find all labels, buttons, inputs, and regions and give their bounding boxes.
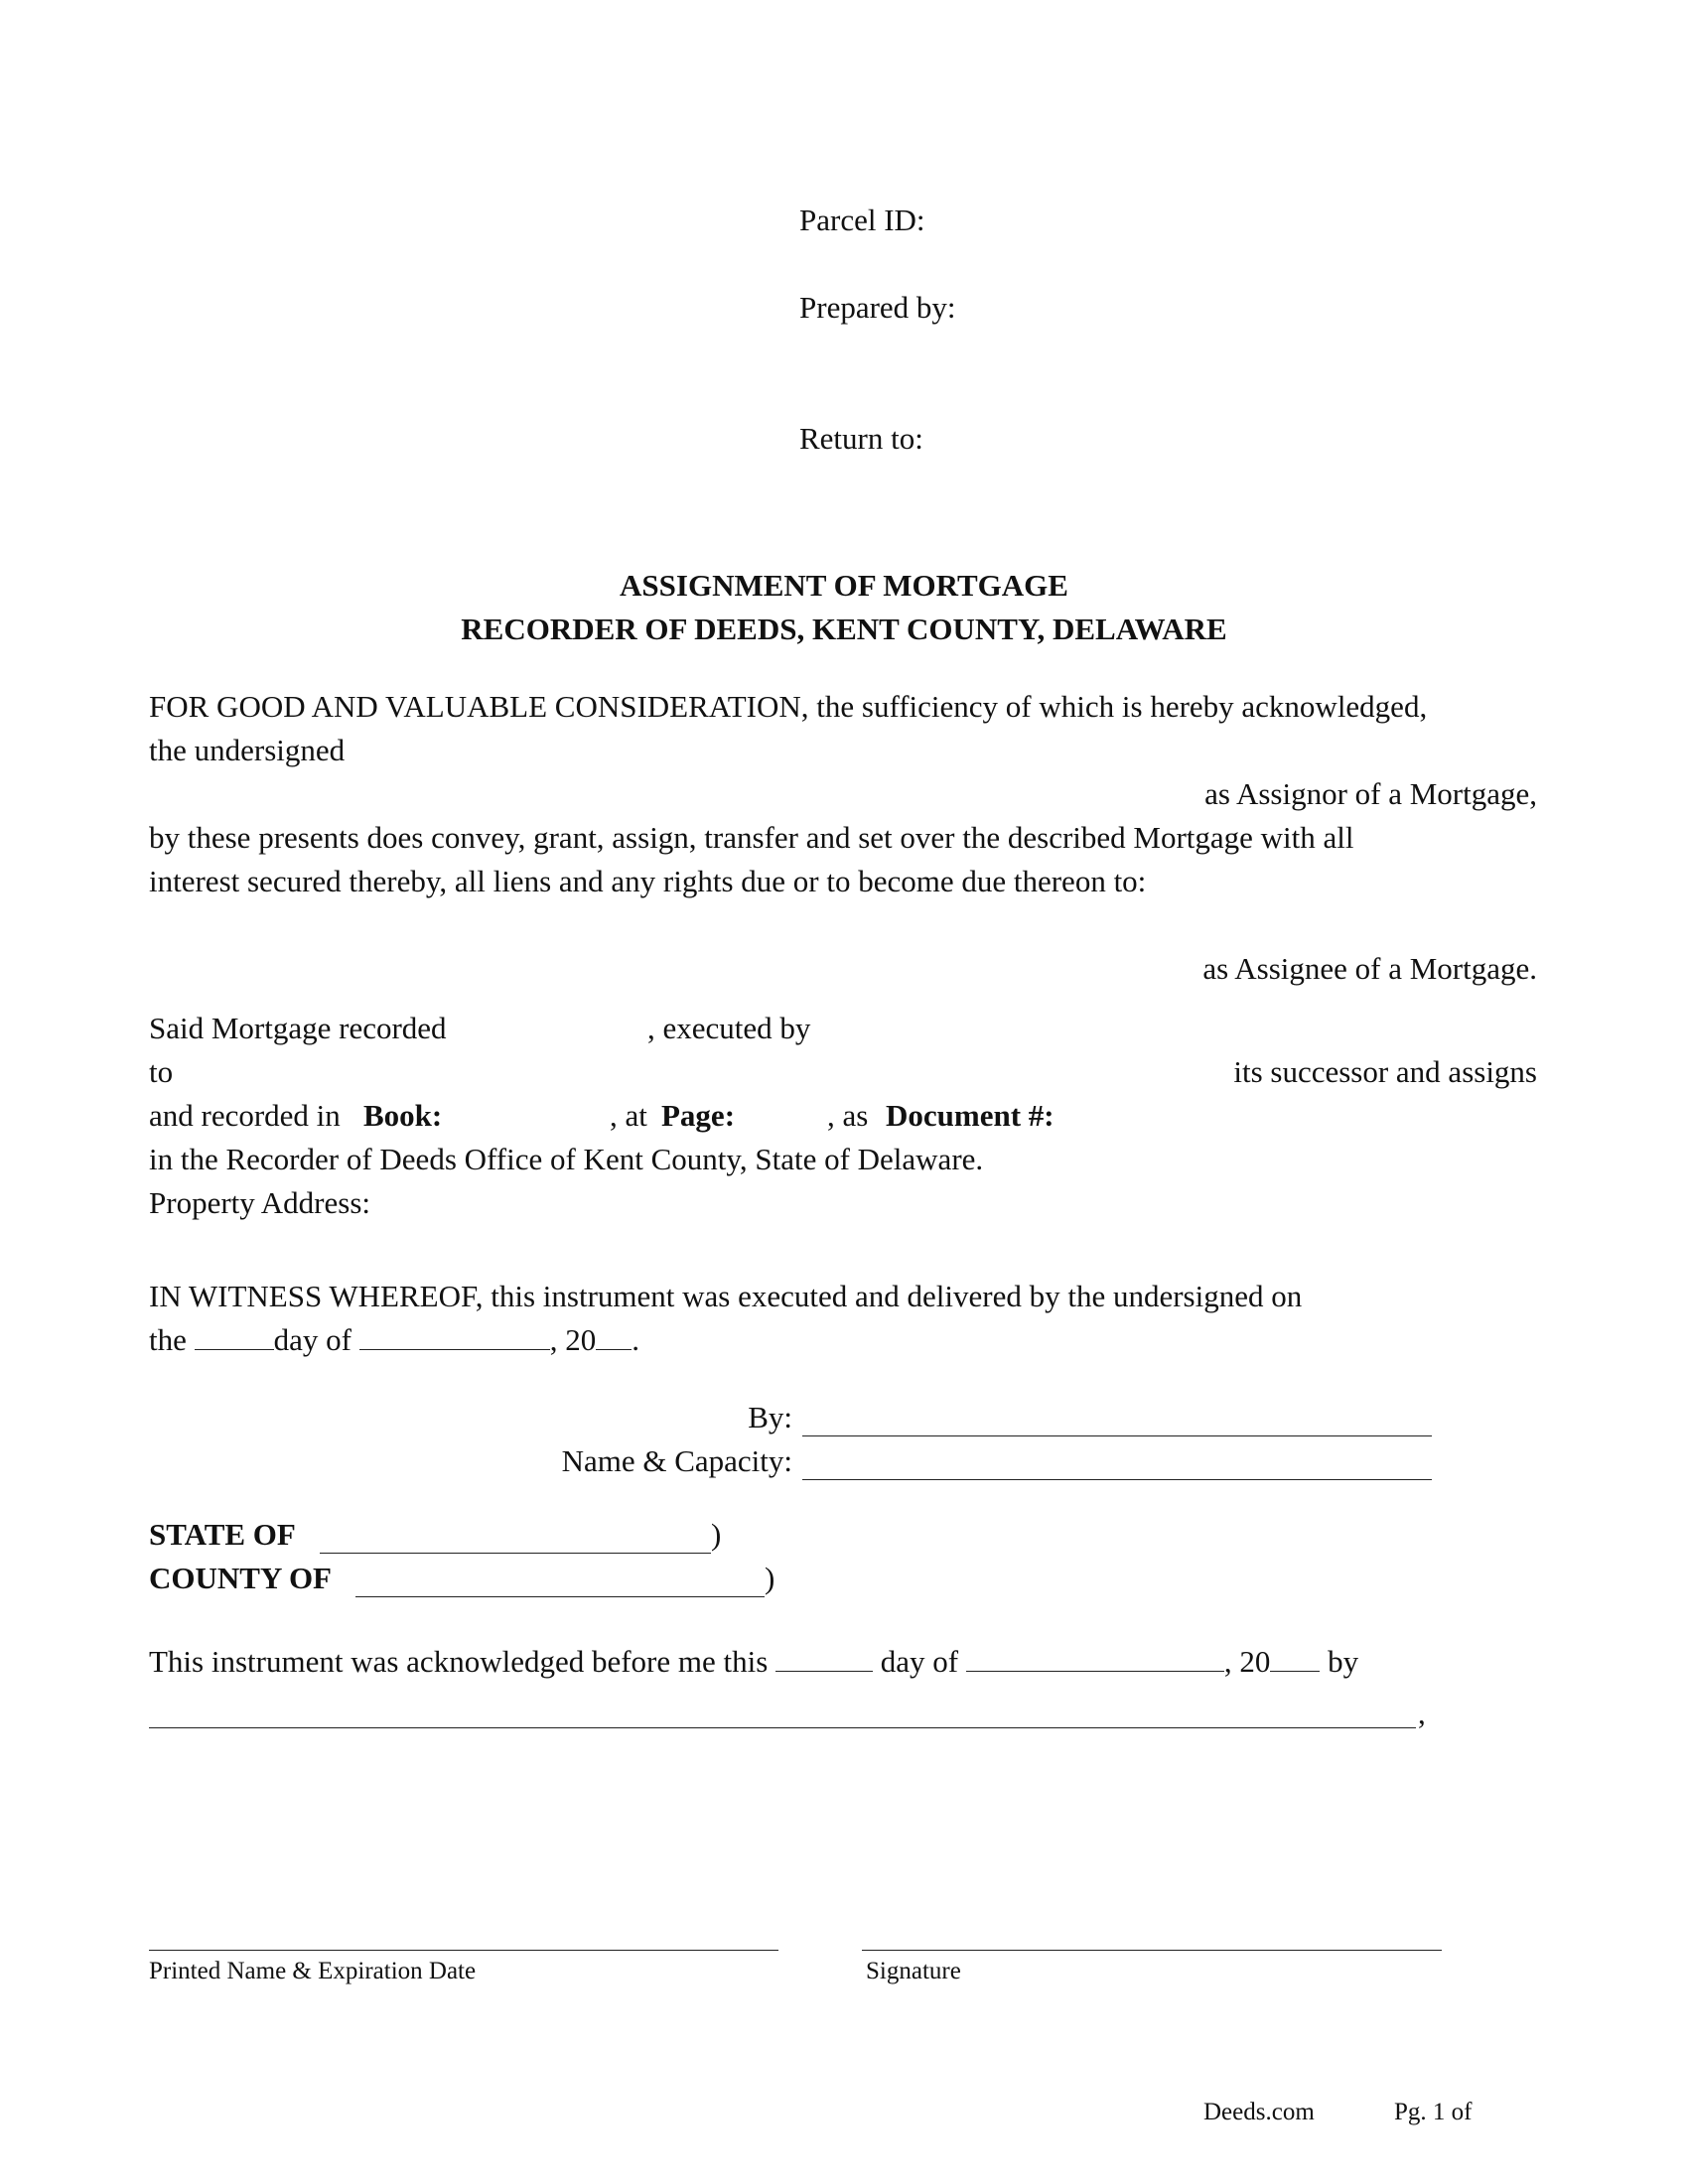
ack-day-blank[interactable] bbox=[775, 1645, 873, 1672]
county-of-label: COUNTY OF bbox=[149, 1561, 332, 1595]
consideration-line-2: the undersigned bbox=[149, 733, 346, 767]
state-of-label: STATE OF bbox=[149, 1517, 296, 1552]
recorder-office-line: in the Recorder of Deeds Office of Kent County, State of Delaware. bbox=[149, 1142, 984, 1176]
ack-by: by bbox=[1328, 1644, 1359, 1679]
prepared-by-label: Prepared by: bbox=[799, 290, 956, 325]
property-address-label: Property Address: bbox=[149, 1185, 371, 1220]
said-mortgage-label: Said Mortgage recorded bbox=[149, 1011, 447, 1045]
state-blank[interactable] bbox=[320, 1553, 711, 1554]
recorded-in-label: and recorded in bbox=[149, 1098, 341, 1133]
return-to-label: Return to: bbox=[799, 421, 923, 456]
year-blank[interactable] bbox=[596, 1323, 632, 1350]
by-signature-line[interactable] bbox=[802, 1435, 1432, 1436]
county-blank[interactable] bbox=[355, 1596, 765, 1597]
at-label: , at bbox=[610, 1098, 647, 1133]
footer-page-number: Pg. 1 of bbox=[1394, 2099, 1473, 2125]
as-label: , as bbox=[827, 1098, 869, 1133]
witness-period: . bbox=[632, 1322, 639, 1357]
witness-date-line bbox=[149, 1320, 639, 1360]
convey-line: by these presents does convey, grant, assign, transfer and set over the described Mortgage with all bbox=[149, 820, 1354, 855]
county-paren: ) bbox=[765, 1561, 775, 1595]
year-prefix: , 20 bbox=[549, 1322, 597, 1357]
by-label: By: bbox=[748, 1400, 792, 1434]
document-title: ASSIGNMENT OF MORTGAGE bbox=[620, 568, 1068, 603]
ack-year-prefix: , 20 bbox=[1223, 1644, 1271, 1679]
to-label: to bbox=[149, 1054, 174, 1089]
footer-site: Deeds.com bbox=[1203, 2099, 1315, 2125]
state-paren: ) bbox=[711, 1517, 722, 1552]
ack-day-of: day of bbox=[880, 1644, 959, 1679]
parcel-id-label: Parcel ID: bbox=[799, 203, 925, 237]
name-capacity-line[interactable] bbox=[802, 1479, 1432, 1480]
ack-comma: , bbox=[1418, 1696, 1426, 1730]
successor-label: its successor and assigns bbox=[1233, 1054, 1537, 1089]
page-label: Page: bbox=[661, 1098, 736, 1133]
interest-line: interest secured thereby, all liens and any rights due or to become due thereon to: bbox=[149, 864, 1147, 898]
book-label: Book: bbox=[363, 1098, 443, 1133]
acknowledgment-line bbox=[149, 1642, 1358, 1682]
name-capacity-label: Name & Capacity: bbox=[561, 1443, 792, 1478]
the-label: the bbox=[149, 1322, 187, 1357]
ack-month-blank[interactable] bbox=[966, 1645, 1224, 1672]
witness-line: IN WITNESS WHEREOF, this instrument was executed and delivered by the undersigned on bbox=[149, 1279, 1303, 1313]
day-of-label: day of bbox=[273, 1322, 352, 1357]
document-subtitle: RECORDER OF DEEDS, KENT COUNTY, DELAWARE bbox=[461, 612, 1227, 646]
document-number-label: Document #: bbox=[886, 1098, 1055, 1133]
executed-by-label: , executed by bbox=[647, 1011, 811, 1045]
assignor-label: as Assignor of a Mortgage, bbox=[1204, 776, 1537, 811]
month-blank[interactable] bbox=[359, 1323, 550, 1350]
consideration-line-1: FOR GOOD AND VALUABLE CONSIDERATION, the sufficiency of which is hereby acknowledged, bbox=[149, 689, 1428, 724]
acknowledged-by-line[interactable] bbox=[149, 1727, 1416, 1728]
signature-label: Signature bbox=[866, 1958, 961, 1984]
day-blank[interactable] bbox=[195, 1323, 274, 1350]
printed-name-line[interactable] bbox=[149, 1950, 778, 1951]
assignee-label: as Assignee of a Mortgage. bbox=[1202, 951, 1537, 986]
ack-start: This instrument was acknowledged before me this bbox=[149, 1644, 769, 1679]
printed-name-label: Printed Name & Expiration Date bbox=[149, 1958, 477, 1984]
ack-year-blank[interactable] bbox=[1270, 1645, 1320, 1672]
notary-signature-line[interactable] bbox=[862, 1950, 1442, 1951]
